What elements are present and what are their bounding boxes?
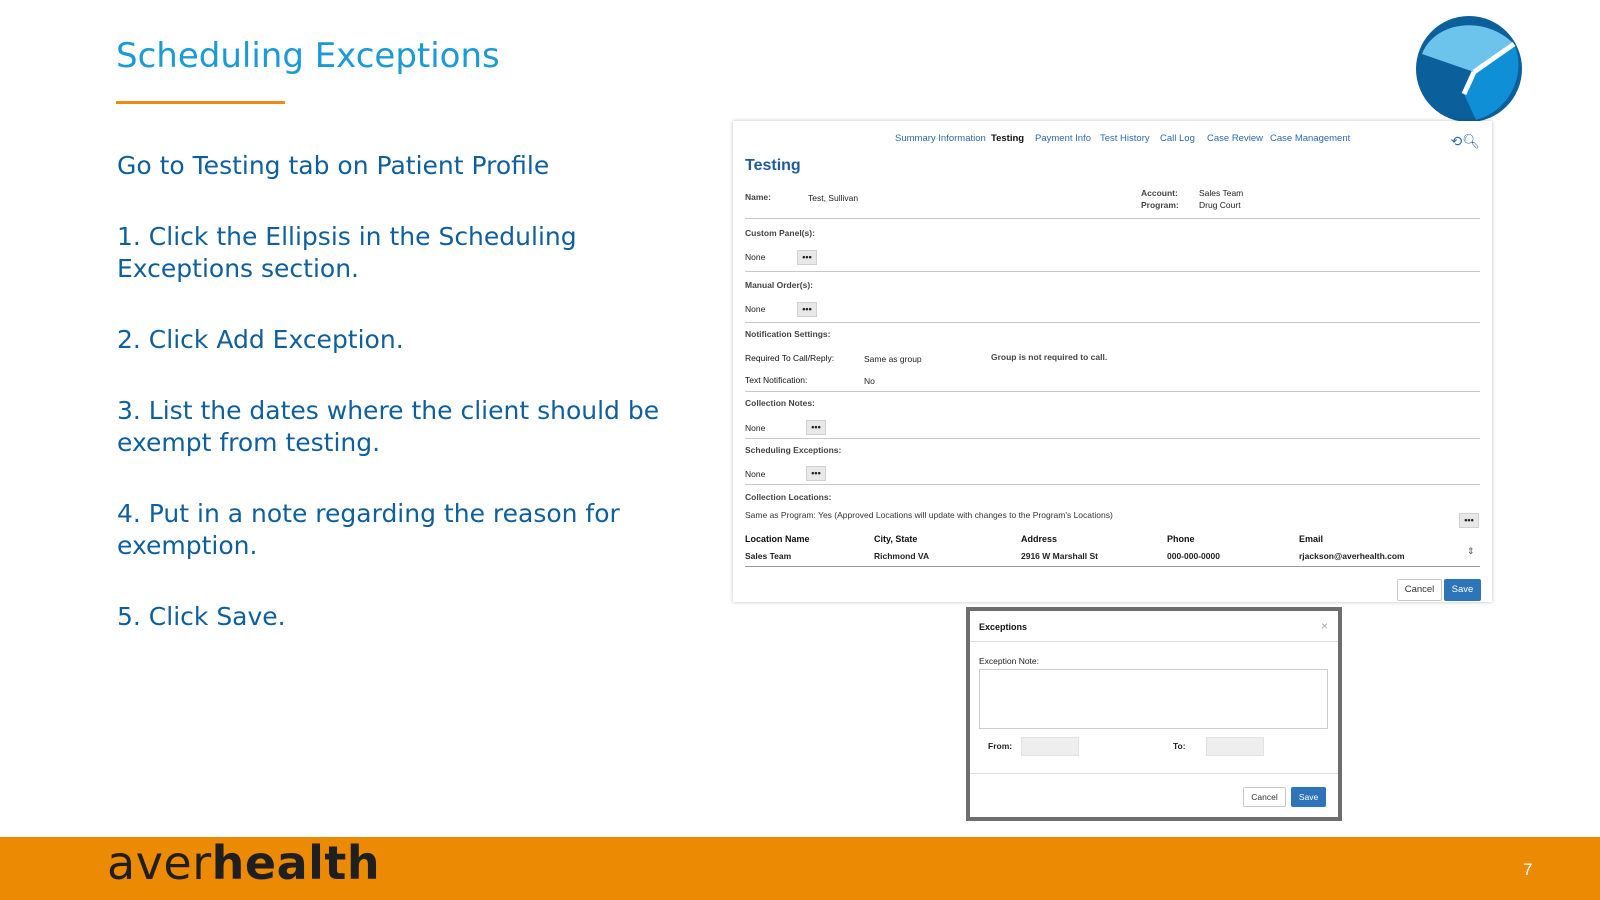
program-value: Drug Court <box>1199 200 1241 210</box>
from-date-input[interactable] <box>1021 737 1079 756</box>
tab-call-log[interactable]: Call Log <box>1160 133 1195 144</box>
instructions <box>117 150 677 672</box>
collection-locations-ellipsis-button[interactable]: ••• <box>1459 513 1479 528</box>
modal-divider <box>970 773 1338 774</box>
step-5: 5. Click Save. <box>117 602 286 631</box>
table-cell-location-name: Sales Team <box>745 551 792 561</box>
modal-divider <box>970 641 1338 642</box>
tab-test-history[interactable]: Test History <box>1100 133 1150 144</box>
column-header-email[interactable]: Email <box>1299 534 1324 544</box>
title-underline <box>116 101 285 104</box>
table-cell-email: rjackson@averhealth.com <box>1299 551 1405 561</box>
brand-wordmark <box>107 836 380 890</box>
exception-note-input[interactable] <box>979 669 1328 729</box>
divider <box>745 484 1480 485</box>
sort-arrows-icon[interactable]: ⇕ <box>1467 546 1475 556</box>
divider <box>745 322 1480 323</box>
program-label: Program: <box>1141 200 1179 210</box>
slide-title: Scheduling Exceptions <box>116 36 500 76</box>
tab-payment-info[interactable]: Payment Info <box>1035 133 1091 144</box>
patient-profile-screenshot <box>733 121 1492 602</box>
collection-locations-label: Collection Locations: <box>745 492 832 502</box>
account-label: Account: <box>1141 188 1178 198</box>
scheduling-exceptions-label: Scheduling Exceptions: <box>745 445 842 455</box>
scheduling-exceptions-ellipsis-button[interactable]: ••• <box>806 466 826 481</box>
tab-case-review[interactable]: Case Review <box>1207 133 1263 144</box>
divider <box>745 438 1480 439</box>
brand-light: aver <box>107 836 212 890</box>
text-notification-label: Text Notification: <box>745 375 808 385</box>
testing-heading: Testing <box>745 157 801 174</box>
column-header-phone[interactable]: Phone <box>1167 534 1195 544</box>
collection-notes-ellipsis-button[interactable]: ••• <box>806 420 826 435</box>
tab-case-management[interactable]: Case Management <box>1270 133 1351 144</box>
exceptions-modal <box>966 607 1342 821</box>
required-call-note: Group is not required to call. <box>991 352 1108 362</box>
custom-panels-ellipsis-button[interactable]: ••• <box>797 250 817 265</box>
custom-panels-value: None <box>745 252 766 262</box>
to-label: To: <box>1173 741 1186 751</box>
scheduling-exceptions-value: None <box>745 469 766 479</box>
modal-cancel-button[interactable]: Cancel <box>1243 787 1286 807</box>
step-2: 2. Click Add Exception. <box>117 325 404 354</box>
collection-notes-value: None <box>745 423 766 433</box>
page-number: 7 <box>1523 860 1533 879</box>
to-date-input[interactable] <box>1206 737 1264 756</box>
same-as-program-text: Same as Program: Yes (Approved Locations will update with changes to the Program's Locations) <box>745 510 1113 520</box>
column-header-city-state[interactable]: City, State <box>874 534 918 544</box>
close-icon[interactable]: × <box>1320 619 1328 633</box>
tab-testing[interactable]: Testing <box>991 133 1025 144</box>
custom-panels-label: Custom Panel(s): <box>745 228 815 238</box>
table-cell-address: 2916 W Marshall St <box>1021 551 1099 561</box>
tab-summary-information[interactable]: Summary Information <box>895 133 986 144</box>
manual-orders-label: Manual Order(s): <box>745 280 814 290</box>
account-value: Sales Team <box>1199 188 1244 198</box>
column-header-location-name[interactable]: Location Name <box>745 534 810 544</box>
divider <box>745 391 1480 392</box>
table-cell-city-state: Richmond VA <box>874 551 930 561</box>
text-notification-value: No <box>864 376 875 386</box>
required-call-label: Required To Call/Reply: <box>745 353 835 363</box>
modal-save-button[interactable]: Save <box>1291 787 1326 807</box>
required-call-value: Same as group <box>864 354 922 364</box>
brand-logo-icon <box>1414 14 1524 124</box>
name-value: Test, Sullivan <box>808 193 859 203</box>
brand-heavy: health <box>211 836 381 890</box>
save-button[interactable]: Save <box>1444 579 1481 601</box>
column-header-address[interactable]: Address <box>1021 534 1058 544</box>
from-label: From: <box>988 741 1013 751</box>
intro-text: Go to Testing tab on Patient Profile <box>117 151 550 180</box>
cancel-button[interactable]: Cancel <box>1397 579 1442 601</box>
step-1: 1. Click the Ellipsis in the Scheduling Exceptions section. <box>117 222 577 283</box>
divider <box>745 218 1480 219</box>
divider <box>745 271 1480 272</box>
manual-orders-ellipsis-button[interactable]: ••• <box>797 302 817 317</box>
table-rule <box>745 566 1480 567</box>
table-cell-phone: 000-000-0000 <box>1167 551 1220 561</box>
notification-settings-label: Notification Settings: <box>745 329 831 339</box>
manual-orders-value: None <box>745 304 766 314</box>
profile-tabs <box>733 129 1492 147</box>
step-4: 4. Put in a note regarding the reason for exemption. <box>117 499 620 560</box>
collection-notes-label: Collection Notes: <box>745 398 815 408</box>
exception-note-label: Exception Note: <box>979 656 1040 666</box>
modal-title: Exceptions <box>979 622 1028 632</box>
search-icon[interactable]: 🔍︎ <box>1462 133 1480 149</box>
step-3: 3. List the dates where the client should be exempt from testing. <box>117 396 660 457</box>
history-icon[interactable]: ⟲ <box>1450 133 1463 149</box>
name-label: Name: <box>745 192 771 202</box>
